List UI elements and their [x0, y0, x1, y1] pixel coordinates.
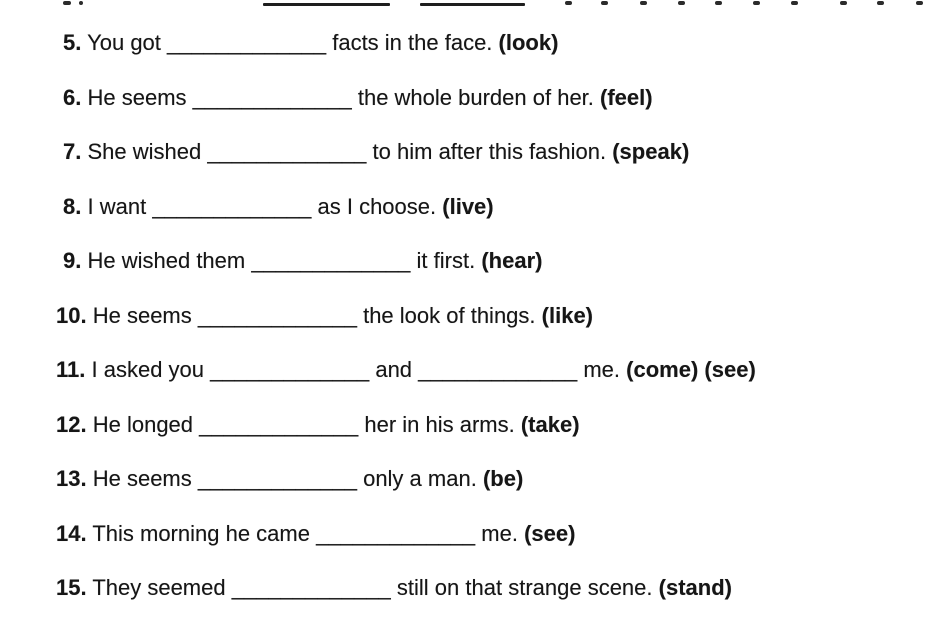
verb-hint: (like) [541, 302, 594, 328]
fill-in-blank: _____________ [197, 302, 357, 328]
clipped-glyph-mark [791, 1, 798, 5]
verb-hint: (be) [482, 466, 524, 491]
exercise-item [63, 85, 653, 111]
item-text-post: only a man. [363, 466, 477, 491]
verb-hint: (look) [498, 30, 559, 55]
clipped-glyph-mark [601, 1, 608, 5]
verb-hint: (come) (see) [626, 357, 756, 382]
verb-hint: (take) [520, 411, 580, 437]
item-number: 13. [56, 466, 87, 491]
item-text-pre: They seemed [92, 575, 226, 600]
item-text-post: her in his arms. [364, 411, 515, 437]
exercise-item [63, 194, 494, 220]
item-text-post: still on that strange scene. [396, 575, 653, 600]
fill-in-blank: _____________ [192, 84, 352, 110]
verb-hint: (speak) [612, 139, 690, 164]
clipped-glyph-mark [877, 1, 884, 5]
fill-in-blank: _____________ [231, 575, 391, 600]
exercise-item [56, 466, 523, 492]
item-number: 12. [56, 411, 87, 437]
item-number: 5. [63, 30, 82, 55]
item-text-pre: This morning he came [92, 520, 310, 546]
fill-in-blank: _____________ [418, 357, 578, 382]
verb-hint: (feel) [600, 84, 653, 110]
item-text-post: to him after this fashion. [372, 139, 607, 164]
clipped-glyph-mark [840, 1, 847, 5]
item-number: 14. [56, 520, 87, 546]
clipped-glyph-mark [715, 1, 722, 5]
item-text-post: the look of things. [363, 302, 536, 328]
clipped-glyph-mark [79, 1, 83, 5]
exercise-item [56, 303, 593, 329]
item-text-post: me. [583, 357, 621, 382]
item-number: 15. [56, 575, 87, 600]
item-number: 8. [63, 193, 82, 219]
item-text-pre: I want [87, 193, 147, 219]
verb-hint: (see) [524, 520, 576, 546]
item-text-pre: He wished them [87, 248, 246, 273]
clipped-glyph-mark [753, 1, 760, 5]
item-number: 7. [63, 139, 82, 164]
item-text-post: as I choose. [317, 193, 437, 219]
clipped-glyph-mark [63, 1, 71, 5]
item-text-post: it first. [416, 248, 476, 273]
fill-in-blank: _____________ [251, 248, 411, 273]
clipped-blank-line [420, 3, 525, 6]
clipped-glyph-mark [640, 1, 647, 5]
item-text-pre: He seems [92, 302, 192, 328]
fill-in-blank: _____________ [152, 193, 312, 219]
exercise-item [63, 139, 689, 165]
item-text-post: me. [481, 520, 518, 546]
verb-hint: (hear) [481, 248, 543, 273]
clipped-glyph-mark [916, 1, 923, 5]
verb-hint: (live) [442, 193, 494, 219]
exercise-item [56, 357, 756, 383]
item-number: 11. [56, 357, 86, 382]
fill-in-blank: _____________ [199, 411, 359, 437]
exercise-item [56, 575, 732, 601]
verb-hint: (stand) [658, 575, 732, 600]
fill-in-blank: _____________ [210, 357, 370, 382]
item-number: 9. [63, 248, 82, 273]
fill-in-blank: _____________ [197, 466, 357, 491]
exercise-item [63, 248, 542, 274]
fill-in-blank: _____________ [207, 139, 367, 164]
clipped-glyph-mark [565, 1, 572, 5]
item-text-pre: He longed [92, 411, 194, 437]
fill-in-blank: _____________ [316, 520, 476, 546]
item-text-pre: He seems [92, 466, 192, 491]
clipped-blank-line [263, 3, 390, 6]
item-text-post: the whole burden of her. [357, 84, 594, 110]
item-number: 6. [63, 84, 82, 110]
exercise-item [56, 521, 575, 547]
fill-in-blank: _____________ [167, 30, 327, 55]
clipped-glyph-mark [678, 1, 685, 5]
exercise-item [63, 30, 558, 56]
item-text-pre: She wished [87, 139, 202, 164]
item-text-pre: I asked you [91, 357, 205, 382]
exercise-item [56, 412, 580, 438]
item-text-pre: You got [87, 30, 161, 55]
item-text-mid: and [375, 357, 413, 382]
item-number: 10. [56, 302, 87, 328]
item-text-pre: He seems [87, 84, 187, 110]
item-text-post: facts in the face. [332, 30, 493, 55]
